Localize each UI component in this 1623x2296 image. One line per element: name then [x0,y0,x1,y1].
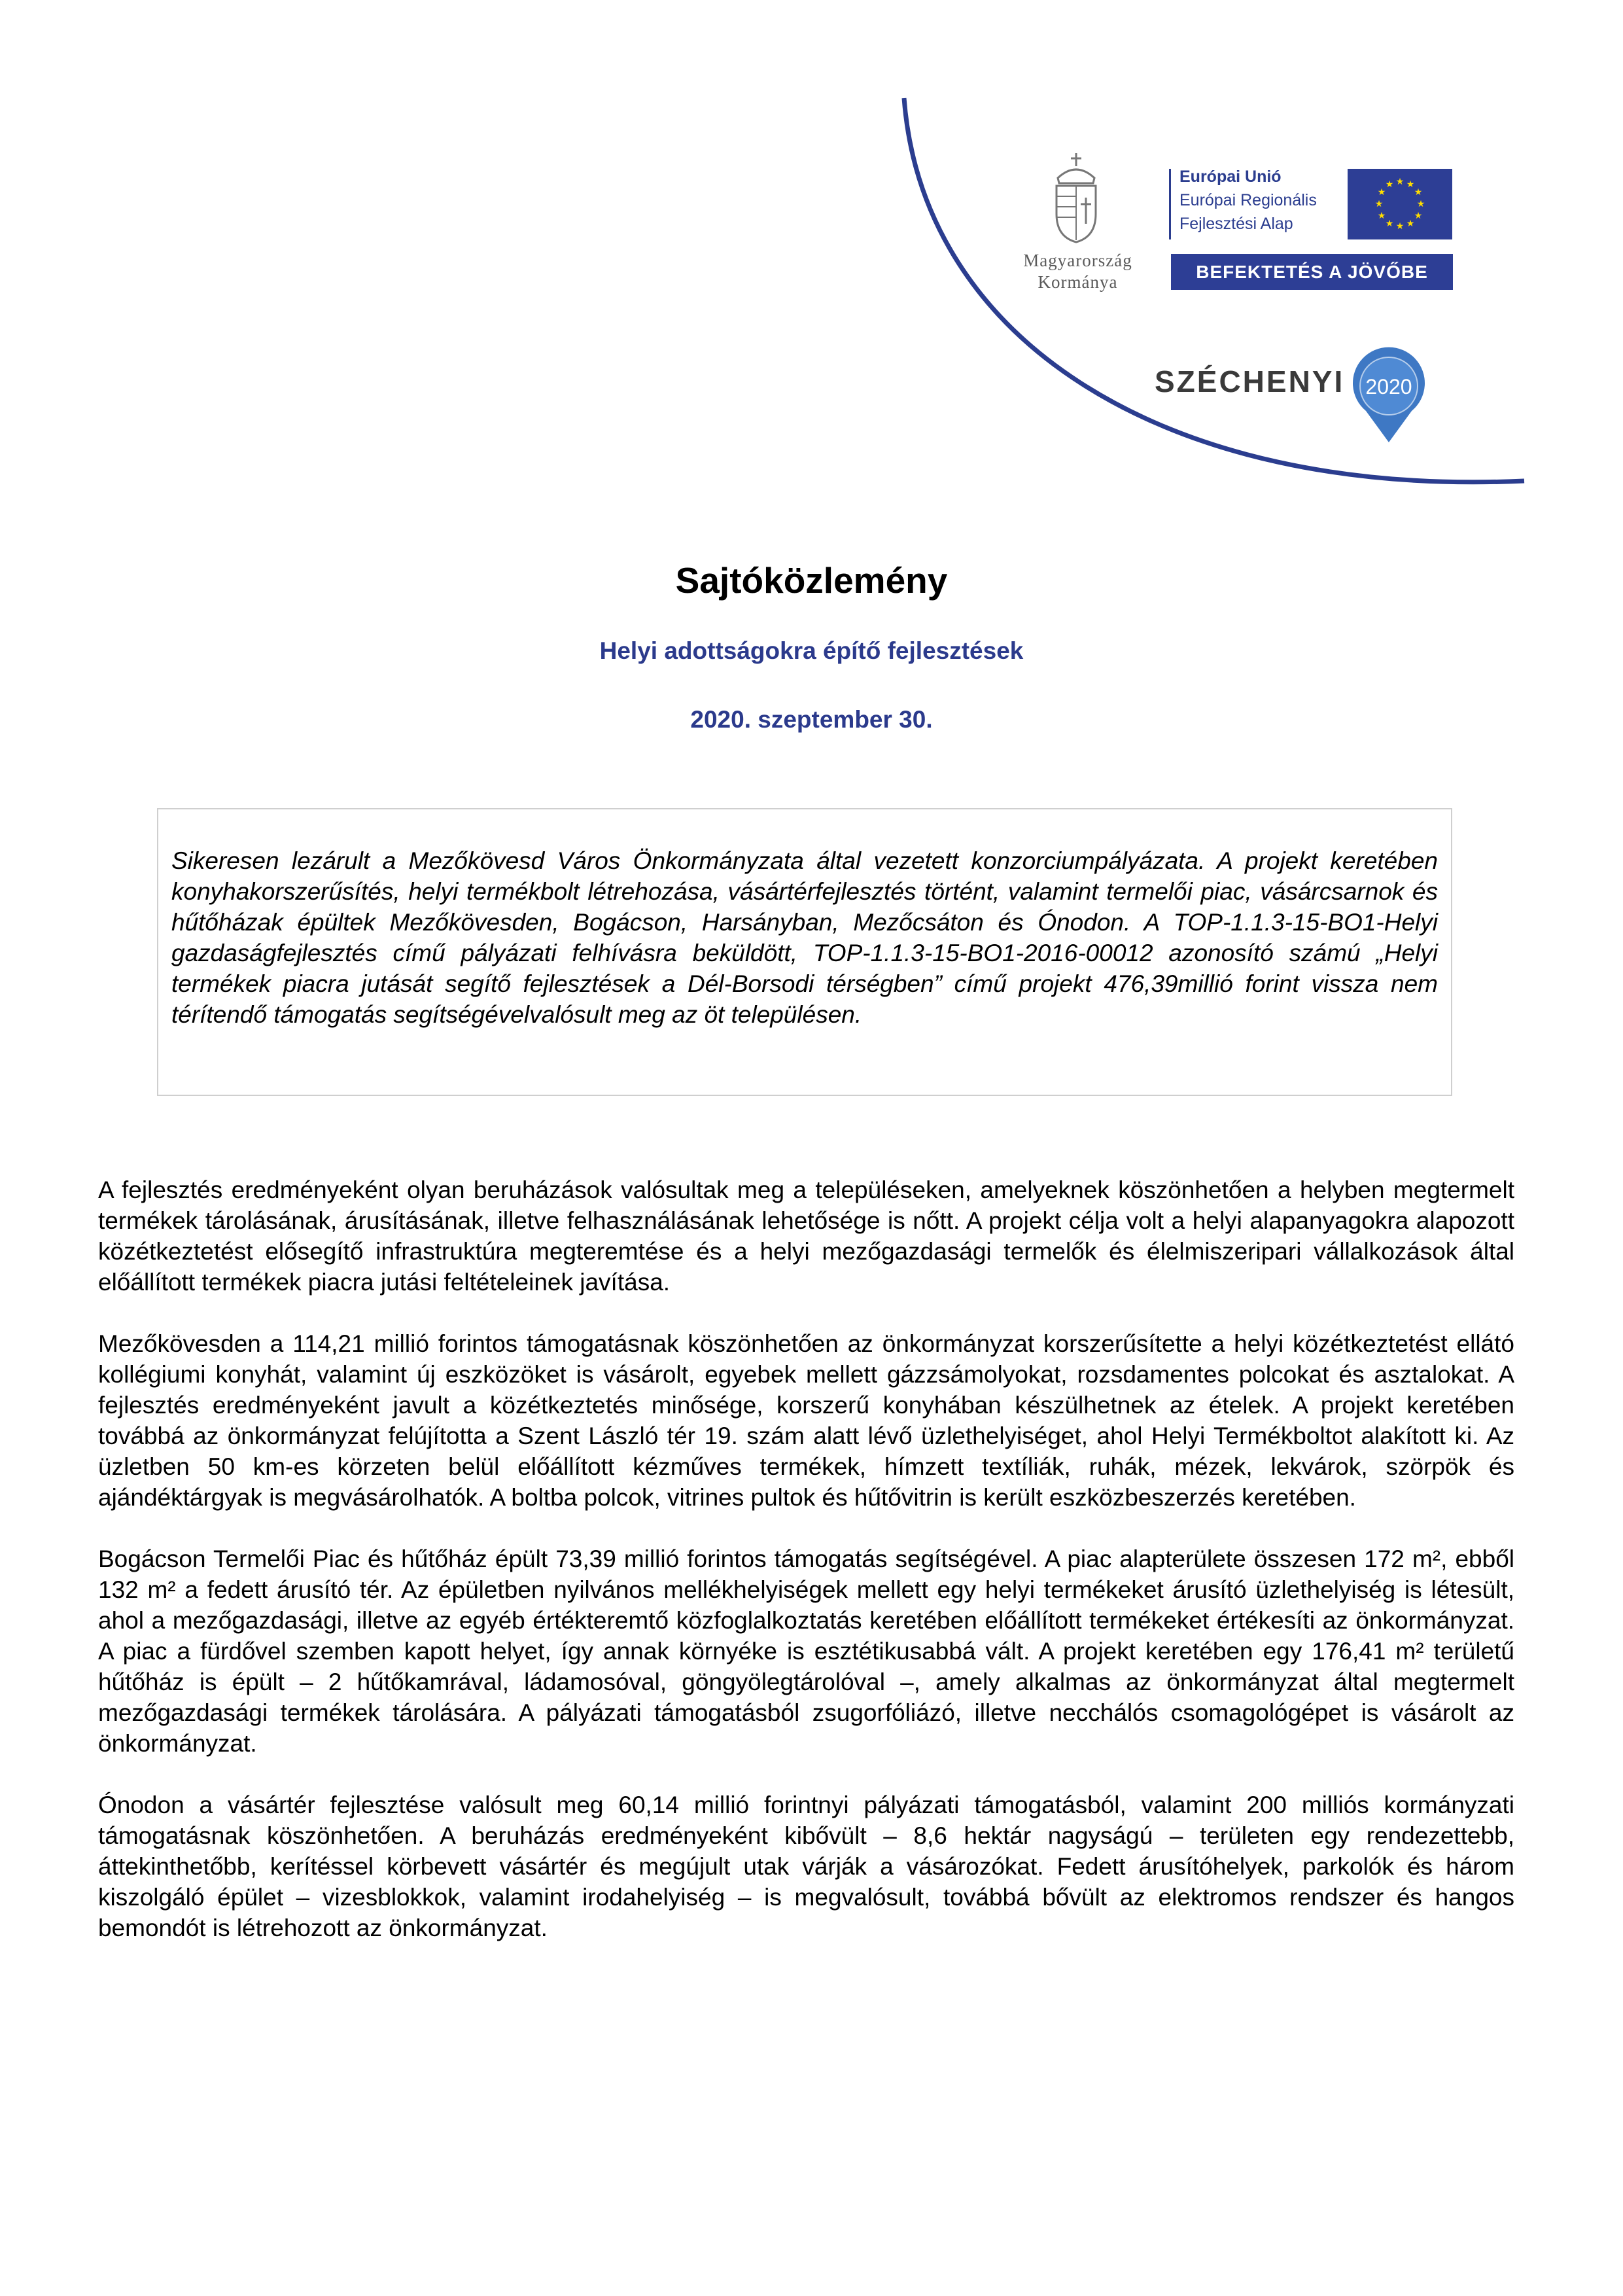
document-body [98,1174,1514,1974]
szechenyi-wordmark: SZÉCHENYI [1155,364,1345,398]
hungary-government-line1: Magyarország [1023,251,1132,270]
svg-text:★: ★ [1414,187,1423,198]
location-pin-icon [1346,345,1431,444]
lead-box [157,808,1452,1096]
eu-logo-divider [1169,169,1171,239]
document-title: Sajtóközlemény [675,560,948,601]
eu-logo-title: Európai Unió [1179,168,1282,186]
svg-text:★: ★ [1374,199,1384,209]
eu-logo-text [1179,165,1343,236]
hungary-government-line2: Kormánya [1038,272,1118,292]
svg-text:★: ★ [1385,179,1394,190]
svg-text:★: ★ [1377,187,1386,198]
eu-flag-icon [1348,169,1452,239]
eu-logo-fund-line1: Európai Regionális [1179,191,1317,209]
svg-text:★: ★ [1395,221,1405,232]
body-paragraph: Bogácson Termelői Piac és hűtőház épült 73,39 millió forintos támogatás segítségével. A piac alapterülete összesen 172 m², ebből 132 m² a fedett árusító tér. Az épületben nyilvános mellékhelyiségek mellett egy helyi termékeket árusító üzlethelyiség is létesült, ahol a mezőgazdasági, illetve az egyéb értékteremtő közfoglalkoztatás keretében előállított termékeket értékesíti az önkormányzat. A piac a fürdővel szemben kapott helyet, így annak környéke is esztétikusabbá vált. A projekt keretében egy 176,41 m² területű hűtőház is épült – 2 hűtőkamrával, ládamosóval, göngyölegtárolóval –, amely alkalmas az önkormányzat által megtermelt mezőgazdasági termékek tárolására. A pályázati támogatásból zsugorfóliázó, illetve necchálós csomagológépet is vásárolt az önkormányzat. [98,1545,1514,1757]
document-date: 2020. szeptember 30. [690,706,933,733]
svg-text:★: ★ [1406,219,1415,229]
svg-text:★: ★ [1406,179,1415,190]
invest-in-future-banner: BEFEKTETÉS A JÖVŐBE [1171,254,1453,290]
szechenyi-year: 2020 [1365,375,1412,398]
lead-paragraph: Sikeresen lezárult a Mezőkövesd Város Önkormányzata által vezetett konzorciumpályázata. A projekt keretében konyhakorszerűsítés, helyi termékbolt létrehozása, vásártérfejlesztés történt, valamint termelői piac, vásárcsarnok és hűtőházak épültek Mezőkövesden, Bogácson, Harsányban, Mezőcsáton és Ónodon. A TOP-1.1.3-15-BO1-Helyi gazdaságfejlesztés című pályázati felhívásra beküldött, TOP-1.1.3-15-BO1-2016-00012 azonosító számú „Helyi termékek piacra jutását segítő fejlesztések a Dél-Borsodi térségben” című projekt 476,39millió forint vissza nem térítendő támogatás segítségévelvalósult meg az öt településen. [171,847,1438,1028]
body-paragraph: Mezőkövesden a 114,21 millió forintos támogatásnak köszönhetően az önkormányzat korszerűsítette a helyi közétkeztetést ellátó kollégiumi konyhát, valamint új eszközöket is vásárolt, egyebek mellett gázzsámolyokat, rozsdamentes polcokat és asztalokat. A fejlesztés eredményeként javult a közétkeztetés minősége, korszerű konyhában készülhetnek az ételek. A projekt keretében továbbá az önkormányzat felújította a Szent László tér 19. szám alatt lévő üzlethelyiséget, ahol Helyi Termékboltot alakított ki. Az üzletben 50 km-es körzeten belül előállított kézműves termékek, hímzett textíliák, ruhák, mézek, lekvárok, szörpök és ajándéktárgyak is megvásárolhatók. A boltba polcok, vitrines pultok és hűtővitrin is került eszközbeszerzés keretében. [98,1330,1514,1511]
svg-text:★: ★ [1385,219,1394,229]
svg-text:★: ★ [1395,177,1405,187]
svg-text:★: ★ [1416,199,1425,209]
coat-of-arms-icon [1050,152,1102,243]
svg-text:★: ★ [1414,211,1423,221]
document-subtitle: Helyi adottságokra építő fejlesztések [599,637,1024,664]
decorative-arc [0,0,1623,589]
hungary-government-wordmark [1004,250,1151,293]
body-paragraph: Ónodon a vásártér fejlesztése valósult meg 60,14 millió forintnyi pályázati támogatásból, valamint 200 milliós kormányzati támogatásnak köszönhetően. A beruházás eredményeként kibővült – 8,6 hektár nagyságú – területen egy rendezettebb, áttekinthetőbb, kerítéssel körbevett vásártér és megújult utak várják a vásározókat. Fedett árusítóhelyek, parkolók és három kiszolgáló épület – vizesblokkok, valamint irodahelyiség – is megvalósult, továbbá bővült az elektromos rendszer és hangos bemondót is létrehozott az önkormányzat. [98,1792,1514,1941]
body-paragraph: A fejlesztés eredményeként olyan beruházások valósultak meg a településeken, amelyeknek köszönhetően a helyben megtermelt termékek tárolásának, árusításának, illetve felhasználásának lehetősége is nőtt. A projekt célja volt a helyi alapanyagokra alapozott közétkeztetést elősegítő infrastruktúra megteremtése és a helyi mezőgazdasági termelők és élelmiszeripari vállalkozások által előállított termékek piacra jutási feltételeinek javítása. [98,1176,1514,1296]
eu-logo-fund-line2: Fejlesztési Alap [1179,215,1293,233]
svg-text:★: ★ [1377,211,1386,221]
